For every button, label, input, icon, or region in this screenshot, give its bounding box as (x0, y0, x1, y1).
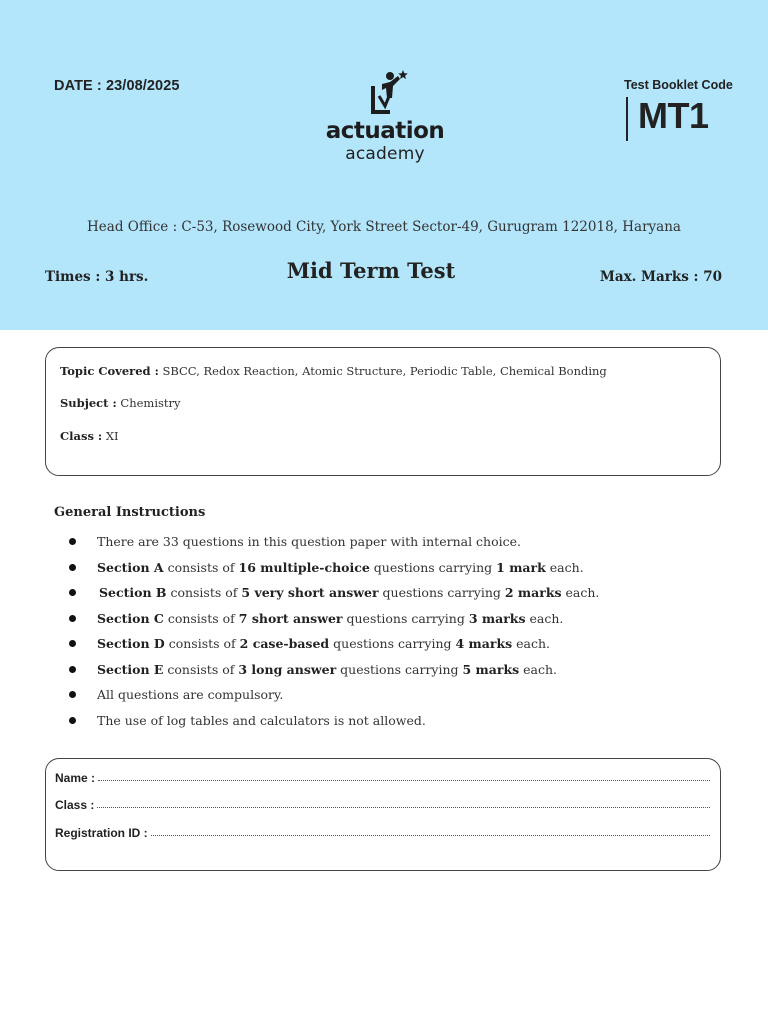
topic-row (60, 364, 607, 378)
bullet-icon (69, 615, 76, 622)
instruction-item: Section D consists of 2 case-based questions carrying 4 marks each. (66, 636, 726, 662)
class-row (60, 429, 119, 443)
instruction-item: Section E consists of 3 long answer questions carrying 5 marks each. (66, 662, 726, 688)
exam-date: DATE : 23/08/2025 (54, 78, 180, 94)
topic-value: SBCC, Redox Reaction, Atomic Structure, Periodic Table, Chemical Bonding (162, 364, 607, 378)
class-dotted-line[interactable] (97, 806, 710, 808)
instruction-item: Section A consists of 16 multiple-choice questions carrying 1 mark each. (66, 560, 726, 586)
instruction-item: The use of log tables and calculators is not allowed. (66, 713, 726, 739)
logo-subtitle: academy (345, 144, 425, 164)
bullet-icon (69, 691, 76, 698)
instruction-item: All questions are compulsory. (66, 687, 726, 713)
logo-wordmark: actuation (325, 118, 445, 144)
max-marks: Max. Marks : 70 (599, 269, 722, 285)
bullet-icon (69, 717, 76, 724)
booklet-code: MT1 (638, 95, 709, 136)
subject-row (60, 396, 181, 410)
subject-value: Chemistry (120, 396, 181, 410)
instruction-item: Section C consists of 7 short answer questions carrying 3 marks each. (66, 611, 726, 637)
exam-duration: Times : 3 hrs. (45, 269, 149, 285)
bullet-icon (69, 666, 76, 673)
logo (322, 66, 448, 170)
name-label: Name : (55, 771, 96, 785)
instructions-list (66, 534, 726, 738)
registration-dotted-line[interactable] (151, 834, 710, 836)
booklet-code-label: Test Booklet Code (624, 78, 733, 92)
name-dotted-line[interactable] (98, 779, 710, 781)
registration-id-label: Registration ID : (55, 826, 148, 840)
header-banner (0, 0, 768, 330)
class-label: Class : (60, 429, 103, 443)
topic-label: Topic Covered : (60, 364, 159, 378)
class-field-label: Class : (55, 798, 95, 812)
instructions-heading: General Instructions (54, 505, 206, 520)
academy-logo-icon (368, 68, 408, 118)
instruction-item: There are 33 questions in this question paper with internal choice. (66, 534, 726, 560)
candidate-details-box (45, 758, 721, 871)
bullet-icon (69, 538, 76, 545)
bullet-icon (69, 589, 76, 596)
bullet-icon (69, 640, 76, 647)
subject-label: Subject : (60, 396, 117, 410)
booklet-code-divider (626, 97, 628, 141)
class-field[interactable] (55, 794, 710, 812)
head-office-address: Head Office : C-53, Rosewood City, York Street Sector-49, Gurugram 122018, Haryana (87, 219, 681, 235)
registration-id-field[interactable] (55, 822, 710, 840)
name-field[interactable] (55, 767, 710, 785)
test-info-box (45, 347, 721, 476)
class-value: XI (105, 429, 119, 443)
page-title: Mid Term Test (286, 258, 456, 283)
bullet-icon (69, 564, 76, 571)
instruction-item: Section B consists of 5 very short answer questions carrying 2 marks each. (66, 585, 726, 611)
